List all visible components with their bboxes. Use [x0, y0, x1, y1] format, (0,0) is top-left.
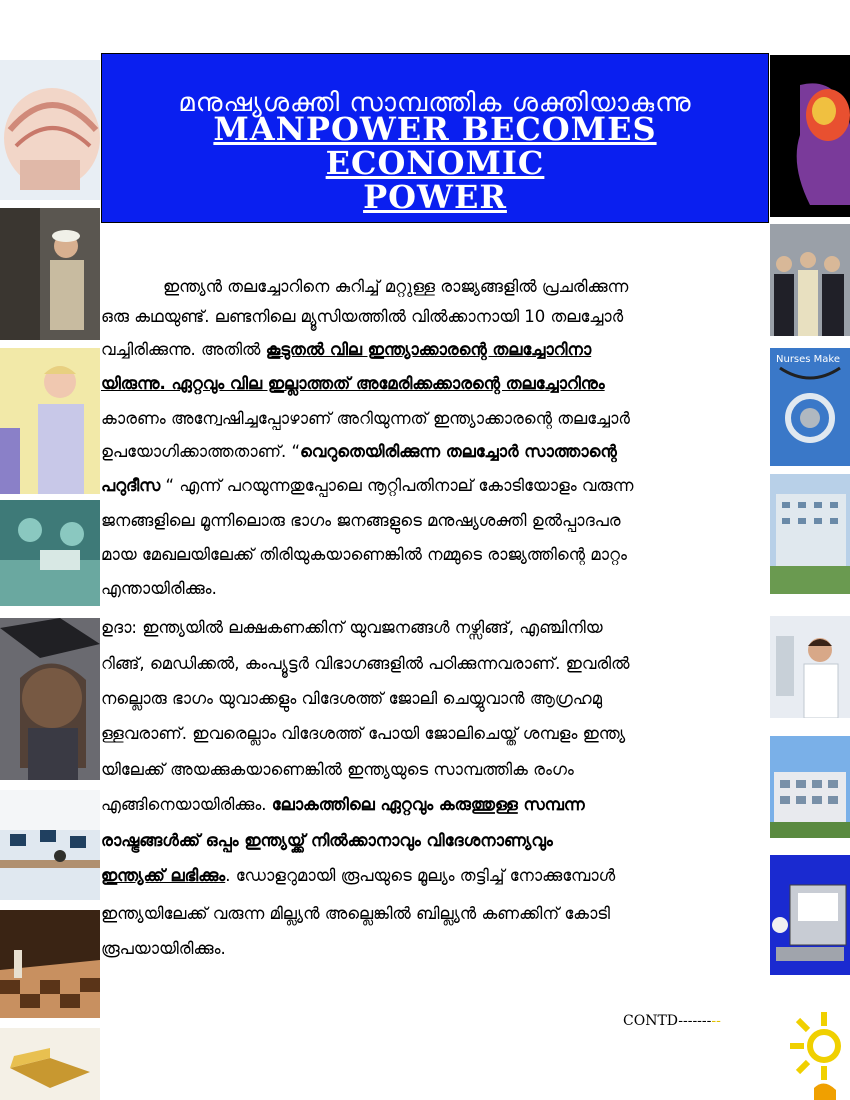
- chessboard-photo: [0, 910, 100, 1018]
- hospital-building-photo: [770, 474, 850, 594]
- nurses-label: Nurses Make: [776, 354, 841, 365]
- bold-phrase: കൂടുതൽ വില ഇന്ത്യാക്കാരന്റെ തലച്ചോറിനാ: [265, 340, 592, 359]
- computer-lab-photo: [0, 790, 100, 900]
- text-line: പറുദീസ “ എന്ന് പറയുന്നതുപ്പോലെ നൂറ്റിപതിനാല് കോടിയോളം വരുന്ന: [101, 476, 634, 495]
- text-line: രാഷ്ട്രങ്ങൾക്ക് ഒപ്പം ഇന്ത്യയ്ക്ക് നിൽക്കാനാവും വിദേശനാണ്യവും: [101, 831, 553, 850]
- graduate-photo: [0, 618, 100, 780]
- engineer-photo: [0, 208, 100, 340]
- brain-photo: [0, 60, 100, 200]
- text-line: ജനങ്ങളിലെ മൂന്നിലൊരു ഭാഗം ജനങ്ങളുടെ മനുഷ്യശക്തി ഉൽപ്പാദപര: [101, 511, 621, 530]
- text-line: എന്തായിരിക്കും.: [101, 579, 217, 598]
- text-line: നല്ലൊരു ഭാഗം യുവാക്കളും വിദേശത്ത് ജോലി ചെയ്യുവാൻ ആഗ്രഹമു: [101, 689, 603, 708]
- lab-scientist-photo: [770, 616, 850, 718]
- business-group-photo: [770, 224, 850, 336]
- text-line: യിലേക്ക് അയക്കുകയാണെങ്കിൽ ഇന്ത്യയുടെ സാമ്പത്തിക രംഗം: [101, 760, 574, 779]
- title-banner: [101, 53, 769, 223]
- text-line: ഇന്ത്യയിലേക്ക് വരുന്ന മില്ല്യൻ അല്ലെങ്കിൽ ബില്ല്യൻ കണക്കിന് കോടി: [101, 904, 610, 923]
- text-line: എങ്ങിനെയായിരിക്കും. ലോകത്തിലെ ഏറ്റവും കരുത്തുള്ള സമ്പന്ന: [101, 795, 585, 814]
- bold-phrase: ലോകത്തിലെ ഏറ്റവും കരുത്തുള്ള സമ്പന്ന: [271, 795, 585, 814]
- title-english-line2: POWER: [363, 178, 507, 216]
- text-line: മായ മേഖലയിലേക്ക് തിരിയുകയാണെങ്കിൽ നമ്മുടെ രാജ്യത്തിന്റെ മാറ്റം: [101, 545, 627, 564]
- text-line: വച്ചിരിക്കുന്നു. അതിൽ കൂടുതൽ വില ഇന്ത്യാക്കാരന്റെ തലച്ചോറിനാ: [101, 340, 592, 359]
- nurse-photo: [0, 348, 100, 494]
- text-line: ഒരു കഥയുണ്ട്. ലണ്ടനിലെ മ്യൂസിയത്തിൽ വിൽക്കാനായി 10 തലച്ചോർ: [101, 307, 624, 326]
- campus-building-photo: [770, 736, 850, 838]
- computer-cartoon-photo: [770, 855, 850, 975]
- brain-head-photo: [770, 55, 850, 217]
- text-line: യിരുന്നു. ഏറ്റവും വില ഇല്ലാത്തത് അമേരിക്കക്കാരന്റെ തലച്ചോറിനും: [101, 374, 605, 393]
- text-line: ഇന്ത്യക്ക് ലഭിക്കും. ഡോളറുമായി രൂപയുടെ മൂല്യം തട്ടിച്ച് നോക്കുമ്പോൾ: [101, 866, 616, 885]
- text-line: ഉദാ: ഇന്ത്യയിൽ ലക്ഷകണക്കിന് യുവജനങ്ങൾ നഴ്സിങ്ങ്, എഞ്ചിനിയ: [101, 618, 603, 637]
- text-line: ഇന്ത്യൻ തലച്ചോറിനെ കുറിച്ച് മറ്റുള്ള രാജ്യങ്ങളിൽ പ്രചരിക്കുന്ന: [163, 277, 629, 296]
- title-english: [102, 112, 768, 214]
- text-line: ള്ളവരാണ്. ഇവരെല്ലാം വിദേശത്ത് പോയി ജോലിചെയ്ത് ശമ്പളം ഇന്ത്യ: [101, 724, 626, 743]
- text-line: കാരണം അന്വേഷിച്ചപ്പോഴാണ് അറിയുന്നത് ഇന്ത്യാക്കാരന്റെ തലച്ചോർ: [101, 409, 630, 428]
- surgery-photo: [0, 500, 100, 606]
- title-malayalam: മനുഷ്യശക്തി സാമ്പത്തിക ശക്തിയാകുന്നു: [178, 88, 692, 118]
- text-line: ഉപയോഗിക്കാത്തതാണ്. “വെറുതെയിരിക്കുന്ന തലച്ചോർ സാത്താന്റെ: [101, 442, 617, 461]
- text-line: രൂപയായിരിക്കും.: [101, 939, 226, 958]
- bold-phrase: വെറുതെയിരിക്കുന്ന തലച്ചോർ സാത്താന്റെ: [300, 442, 617, 461]
- gold-photo: [0, 1028, 100, 1100]
- stethoscope-photo: [770, 348, 850, 466]
- title-english-line1: MANPOWER BECOMES ECONOMIC: [213, 110, 657, 182]
- bold-phrase: പറുദീസ: [101, 476, 161, 495]
- text-line: റിങ്ങ്, മെഡിക്കൽ, കംപ്യൂട്ടർ വിഭാഗങ്ങളിൽ പഠിക്കുന്നവരാണ്. ഇവരിൽ: [101, 654, 630, 673]
- sun-icon: [784, 1008, 850, 1100]
- continued-label: CONTD---------: [623, 1013, 721, 1029]
- bold-phrase: ഇന്ത്യക്ക് ലഭിക്കും: [101, 866, 226, 885]
